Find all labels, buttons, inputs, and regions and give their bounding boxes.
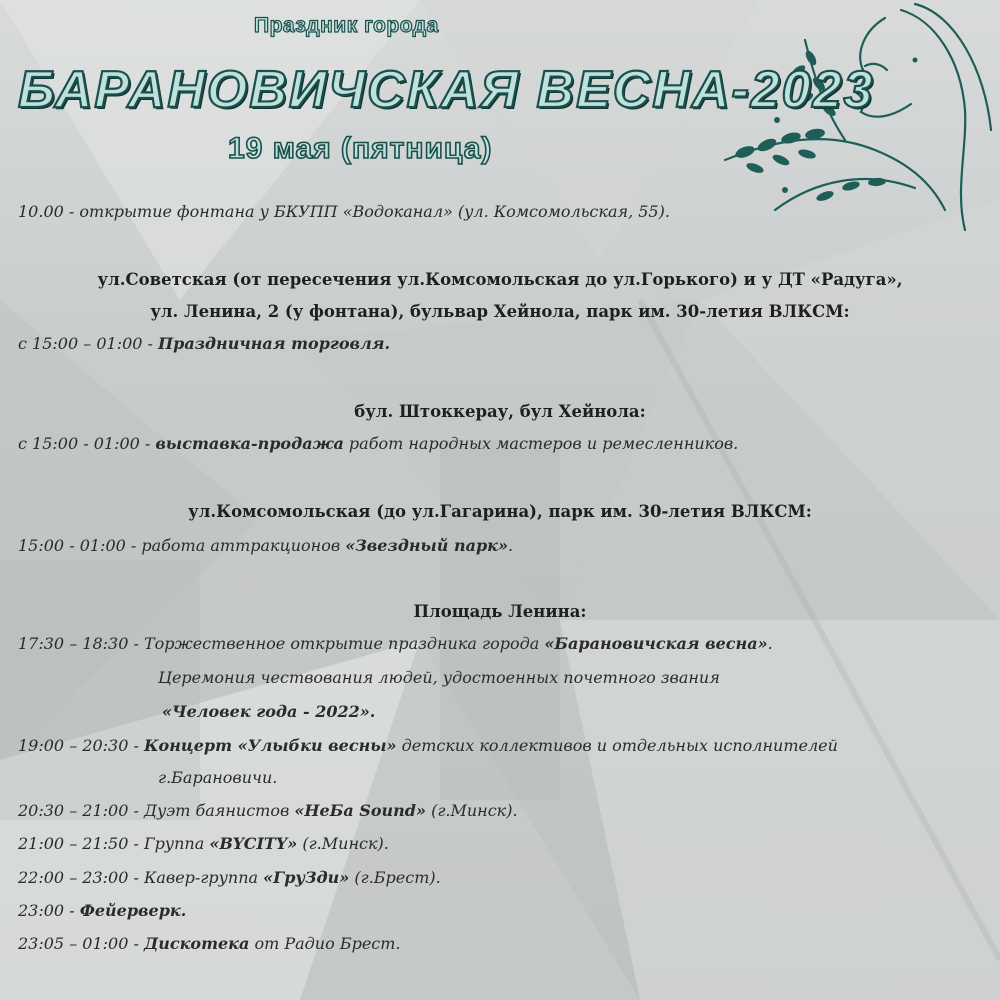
event-title: «Человек года - 2022». (162, 702, 376, 721)
schedule-item (18, 202, 670, 222)
event-time: 20:30 – 21:00 - (18, 801, 144, 820)
event-text: Группа (143, 834, 210, 853)
schedule-item (18, 934, 401, 954)
event-text: Дуэт баянистов (143, 801, 295, 820)
event-time: 19:00 – 20:30 - (18, 736, 144, 755)
event-time: 17:30 – 18:30 - (18, 634, 144, 653)
location-heading: Площадь Ленина: (413, 602, 587, 621)
event-text: от Радио Брест. (249, 934, 401, 953)
event-tail: (г.Минск). (425, 801, 518, 820)
location-heading: ул. Ленина, 2 (у фонтана), бульвар Хейнола, парк им. 30-летия ВЛКСМ: (150, 302, 850, 321)
decorative-face-branch-illustration (715, 0, 1000, 240)
schedule-item (18, 634, 773, 654)
event-time: с 15:00 - 01:00 - (18, 434, 156, 453)
schedule-item (18, 736, 838, 756)
event-text: детских коллективов и отдельных исполнителей (396, 736, 838, 755)
festival-subtitle: Праздник города (254, 14, 439, 37)
event-time: с 15:00 – 01:00 - (18, 334, 159, 353)
event-text: работа аттракционов (141, 536, 346, 555)
event-text: Кавер-группа (143, 868, 264, 887)
event-tail: . (507, 536, 514, 555)
event-text: работ народных мастеров и ремесленников. (343, 434, 739, 453)
event-title: выставка-продажа (155, 434, 344, 453)
event-tail: . (767, 634, 773, 653)
event-title: «Барановичская весна» (544, 634, 768, 653)
schedule-item-continuation (162, 702, 375, 722)
schedule-item (18, 834, 389, 854)
schedule-item-continuation: г.Барановичи. (158, 768, 278, 787)
schedule-item (18, 901, 186, 921)
schedule-item (18, 536, 513, 556)
event-title: «НеБа Sound» (294, 801, 426, 820)
schedule-item (18, 801, 518, 821)
event-text: Торжественное открытие праздника города (143, 634, 545, 653)
festival-title: БАРАНОВИЧСКАЯ ВЕСНА-2023 (18, 61, 875, 119)
event-tail: (г.Брест). (349, 868, 441, 887)
event-title: «ГруЗди» (263, 868, 350, 887)
location-heading: бул. Штоккерау, бул Хейнола: (354, 402, 646, 421)
event-time: 10.00 - (18, 202, 80, 221)
event-time: 23:05 – 01:00 - (18, 934, 144, 953)
schedule-item (18, 434, 738, 454)
event-text: открытие фонтана у БКУПП «Водоканал» (ул. Комсомольская, 55). (79, 202, 670, 221)
event-title: Концерт «Улыбки весны» (143, 736, 397, 755)
event-title: «Звездный парк» (345, 536, 508, 555)
festival-date: 19 мая (пятница) (228, 132, 493, 165)
event-time: 21:00 – 21:50 - (18, 834, 144, 853)
schedule-item (18, 868, 441, 888)
location-heading: ул.Комсомольская (до ул.Гагарина), парк им. 30-летия ВЛКСМ: (188, 502, 812, 521)
event-title: «BYCITY» (209, 834, 298, 853)
event-title: Праздничная торговля. (158, 334, 391, 353)
event-title: Дискотека (143, 934, 250, 953)
location-heading: ул.Советская (от пересечения ул.Комсомольская до ул.Горького) и у ДТ «Радуга», (97, 270, 903, 289)
event-time: 23:00 - (18, 901, 80, 920)
event-time: 15:00 - 01:00 - (18, 536, 142, 555)
event-title: Фейерверк. (79, 901, 187, 920)
event-time: 22:00 – 23:00 - (18, 868, 144, 887)
schedule-item-continuation: Церемония чествования людей, удостоенных почетного звания (158, 668, 720, 687)
schedule-item (18, 334, 390, 354)
event-tail: (г.Минск). (297, 834, 389, 853)
